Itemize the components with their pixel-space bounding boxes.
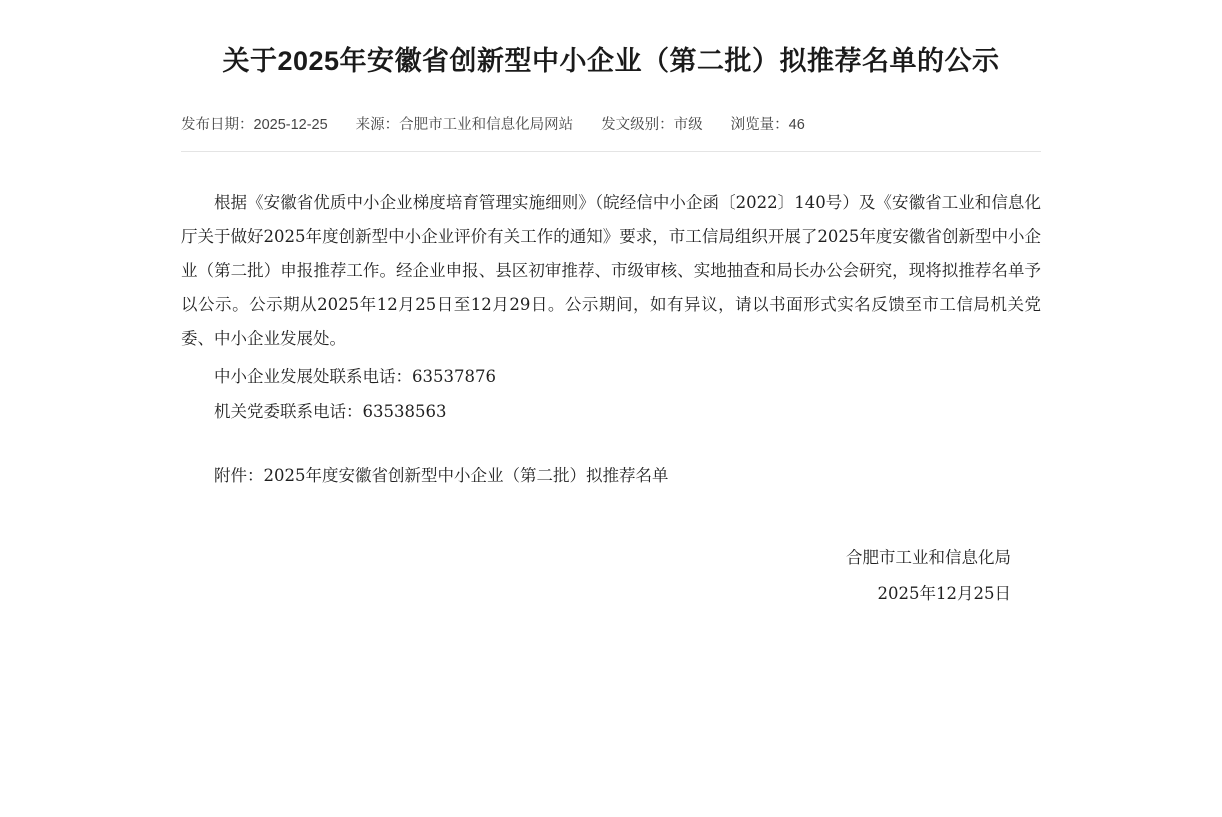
meta-source-label: 来源： xyxy=(355,117,400,134)
meta-source xyxy=(356,115,574,135)
meta-view-count-value: 46 xyxy=(788,117,805,134)
meta-publish-date-value: 2025-12-25 xyxy=(253,117,328,134)
meta-source-value: 合肥市工业和信息化局网站 xyxy=(399,117,574,134)
article-meta-bar xyxy=(181,115,1041,152)
page-title: 关于2025年安徽省创新型中小企业（第二批）拟推荐名单的公示 xyxy=(222,46,1000,76)
meta-publish-date-label: 发布日期： xyxy=(181,117,254,134)
body-paragraph-attachment: 附件：2025年度安徽省创新型中小企业（第二批）拟推荐名单 xyxy=(214,466,669,486)
meta-document-level-value: 市级 xyxy=(673,117,703,134)
meta-document-level-label: 发文级别： xyxy=(601,117,674,134)
signature-date: 2025年12月25日 xyxy=(877,583,1011,603)
body-paragraph-main: 根据《安徽省优质中小企业梯度培育管理实施细则》（皖经信中小企函〔2022〕140号）及《安徽省工业和信息化厅关于做好2025年度创新型中小企业评价有关工作的通知》要求，市工信局组织开展了2025年度安徽省创新型中小企业（第二批）申报推荐工作。经企业申报、县区初审推荐、市级审核、实地抽查和局长办公会研究，现将拟推荐名单予以公示。公示期从2025年12月25日至12月29日。公示期间，如有异议，请以书面形式实名反馈至市工信局机关党委、中小企业发展处。 xyxy=(181,193,1041,348)
article-body xyxy=(181,152,1041,493)
signature-block xyxy=(181,541,1041,611)
meta-document-level xyxy=(601,115,703,135)
signature-organization: 合肥市工业和信息化局 xyxy=(846,547,1011,567)
meta-view-count-label: 浏览量： xyxy=(730,117,789,134)
meta-view-count xyxy=(731,115,805,135)
article-container xyxy=(181,0,1041,611)
body-paragraph-contact-party: 机关党委联系电话：63538563 xyxy=(214,402,447,422)
body-paragraph-contact-sme: 中小企业发展处联系电话：63537876 xyxy=(214,366,496,386)
meta-publish-date xyxy=(181,115,328,135)
